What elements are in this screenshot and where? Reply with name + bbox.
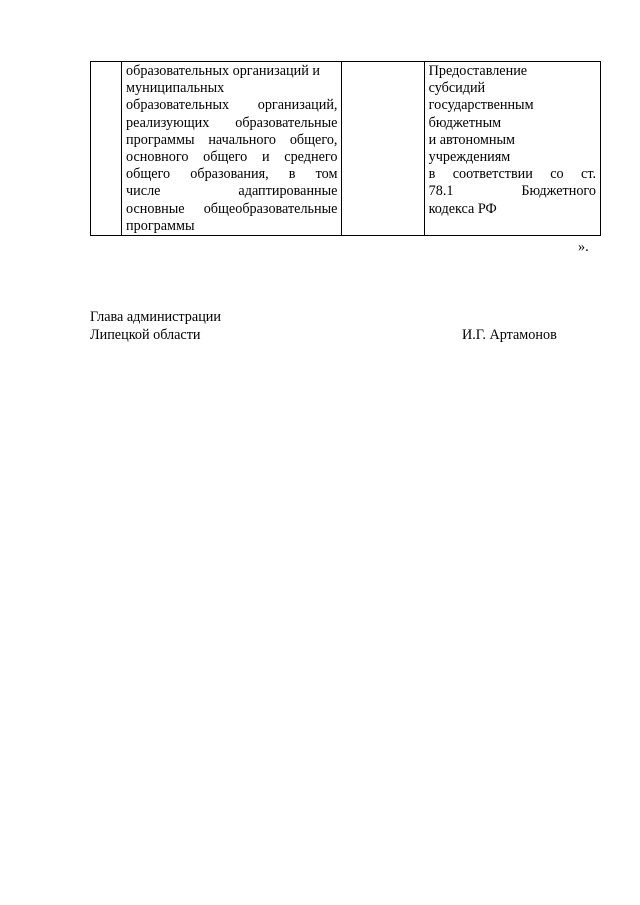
text-line: муниципальных — [126, 80, 225, 97]
text-line: образовательных организаций, — [126, 97, 338, 114]
text-line: реализующих образовательные — [126, 114, 338, 131]
text-line: кодекса РФ — [428, 200, 497, 217]
continuation-table — [90, 61, 601, 236]
signature-block — [90, 309, 570, 344]
signature-row — [90, 309, 570, 327]
signatory-title-line1: Глава администрации — [90, 309, 221, 325]
text-line: и автономным — [428, 131, 516, 148]
text-line: основного общего и среднего — [126, 148, 338, 165]
text-line: учреждениям — [428, 148, 511, 165]
text-line: основные общеобразовательные — [126, 200, 338, 217]
table-cell-empty — [342, 62, 424, 236]
text-line: программы начального общего, — [126, 131, 338, 148]
table-cell-number — [91, 62, 122, 236]
text-line: общего образования, в том — [126, 166, 338, 183]
text-line: числе адаптированные — [126, 183, 338, 200]
text-line: Предоставление — [428, 63, 528, 79]
text-line: программы — [126, 217, 195, 234]
text-line: в соответствии со ст. — [428, 166, 596, 183]
table-cell-recipients — [122, 62, 342, 236]
table-row — [91, 62, 601, 236]
recipients-text — [122, 62, 341, 235]
closing-quote: ». — [578, 239, 589, 255]
subsidy-form-text — [425, 62, 600, 218]
text-line: государственным — [428, 97, 534, 114]
table-cell-subsidy-form — [424, 62, 600, 236]
text-line: 78.1 Бюджетного — [428, 183, 596, 200]
text-line: образовательных организаций и — [126, 63, 320, 79]
signature-row — [90, 327, 570, 345]
signatory-title-line2: Липецкой области — [90, 326, 201, 343]
text-line: субсидий — [428, 80, 486, 97]
text-line: бюджетным — [428, 114, 502, 131]
signatory-name: И.Г. Артамонов — [462, 326, 557, 343]
